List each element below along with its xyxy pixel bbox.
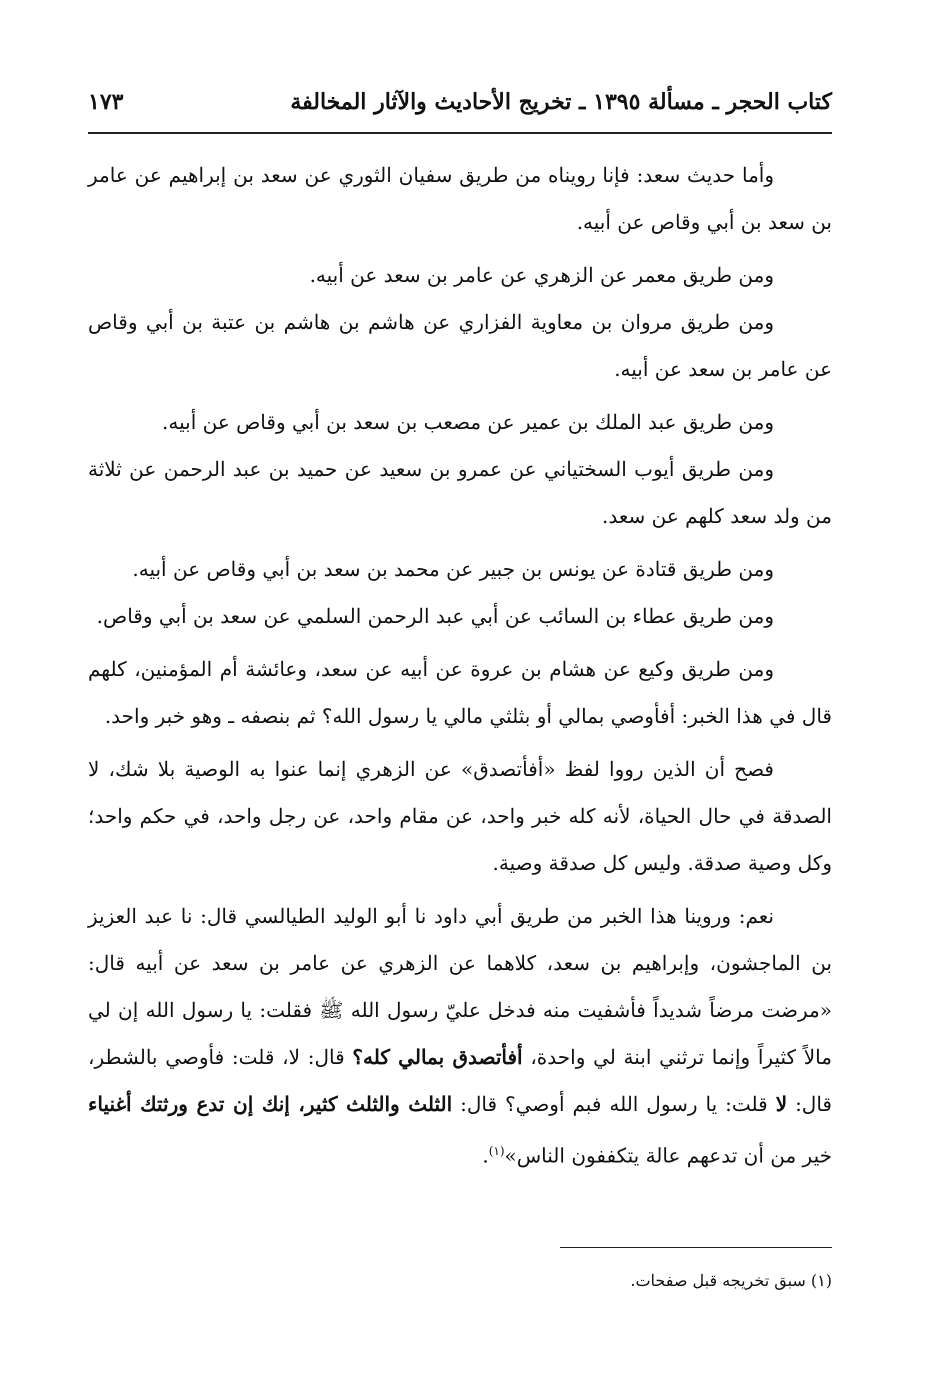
- hadith-bold-3: الثلث والثلث كثير، إنك إن تدع ورثتك أغنياء: [88, 1092, 453, 1116]
- paragraph-1: وأما حديث سعد: فإنا رويناه من طريق سفيان الثوري عن سعد بن إبراهيم عن عامر بن سعد بن أبي وقاص عن أبيه.: [88, 163, 832, 234]
- paragraph-3: ومن طريق مروان بن معاوية الفزاري عن هاشم بن هاشم بن عتبة بن أبي وقاص عن عامر بن سعد عن أبيه.: [88, 310, 832, 381]
- hadith-intro: نعم: وروينا هذا الخبر من طريق أبي داود نا أبو الوليد الطيالسي قال: نا عبد العزيز بن الماجشون، وإبراهيم بن سعد، كلاهما عن الزهري عن عامر بن سعد عن أبيه قال: «مرضت مرضاً شديداً فأشفيت منه فدخل عليّ رسول الله ﷺ فقلت: يا رسول الله إن لي مالاً كثيراً وإنما ترثني ابنة لي واحدة،: [88, 904, 832, 1069]
- body-text: [88, 152, 832, 1180]
- hadith-bold-1: أفأتصدق بمالي كله؟: [352, 1045, 523, 1069]
- paragraph-10: [88, 893, 832, 1180]
- paragraph-9: فصح أن الذين رووا لفظ «أفأتصدق» عن الزهري إنما عنوا به الوصية بلا شك، لا الصدقة في حال الحياة، لأنه كله خبر واحد، عن مقام واحد، عن رجل واحد، في حكم واحد؛ وكل وصية صدقة. وليس كل صدقة وصية.: [88, 757, 832, 875]
- footnote-rule: [560, 1247, 832, 1248]
- hadith-mid-1: قال: لا، قلت: فأوصي بالشطر، قال:: [88, 1045, 832, 1116]
- hadith-mid-2: قلت: يا رسول الله فبم أوصي؟ قال:: [452, 1092, 776, 1116]
- paragraph-7: ومن طريق عطاء بن السائب عن أبي عبد الرحمن السلمي عن سعد بن أبي وقاص.: [96, 604, 774, 628]
- hadith-tail: .: [482, 1143, 489, 1168]
- paragraph-6: ومن طريق قتادة عن يونس بن جبير عن محمد بن سعد بن أبي وقاص عن أبيه.: [132, 557, 774, 581]
- header-rule: [88, 132, 832, 134]
- paragraph-5: ومن طريق أيوب السختياني عن عمرو بن سعيد عن حميد بن عبد الرحمن عن ثلاثة من ولد سعد كلهم عن سعد.: [88, 457, 832, 528]
- page-header: [88, 82, 832, 122]
- hadith-bold-2: لا: [775, 1092, 788, 1116]
- footnote-reference[interactable]: (١): [488, 1144, 505, 1158]
- paragraph-8: ومن طريق وكيع عن هشام بن عروة عن أبيه عن سعد، وعائشة أم المؤمنين، كلهم قال في هذا الخبر: أفأوصي بمالي أو بثلثي مالي يا رسول الله؟ ثم بنصفه ـ وهو خبر واحد.: [88, 657, 832, 728]
- running-title: كتاب الحجر ـ مسألة ١٣٩٥ ـ تخريج الأحاديث والآثار المخالفة: [290, 89, 832, 115]
- hadith-end: خير من أن تدعهم عالة يتكففون الناس»: [504, 1143, 832, 1168]
- paragraph-2: ومن طريق معمر عن الزهري عن عامر بن سعد عن أبيه.: [309, 263, 774, 287]
- footnote: (١) سبق تخريجه قبل صفحات.: [630, 1271, 832, 1290]
- paragraph-4: ومن طريق عبد الملك بن عمير عن مصعب بن سعد بن أبي وقاص عن أبيه.: [162, 410, 774, 434]
- page-number: ١٧٣: [88, 89, 124, 115]
